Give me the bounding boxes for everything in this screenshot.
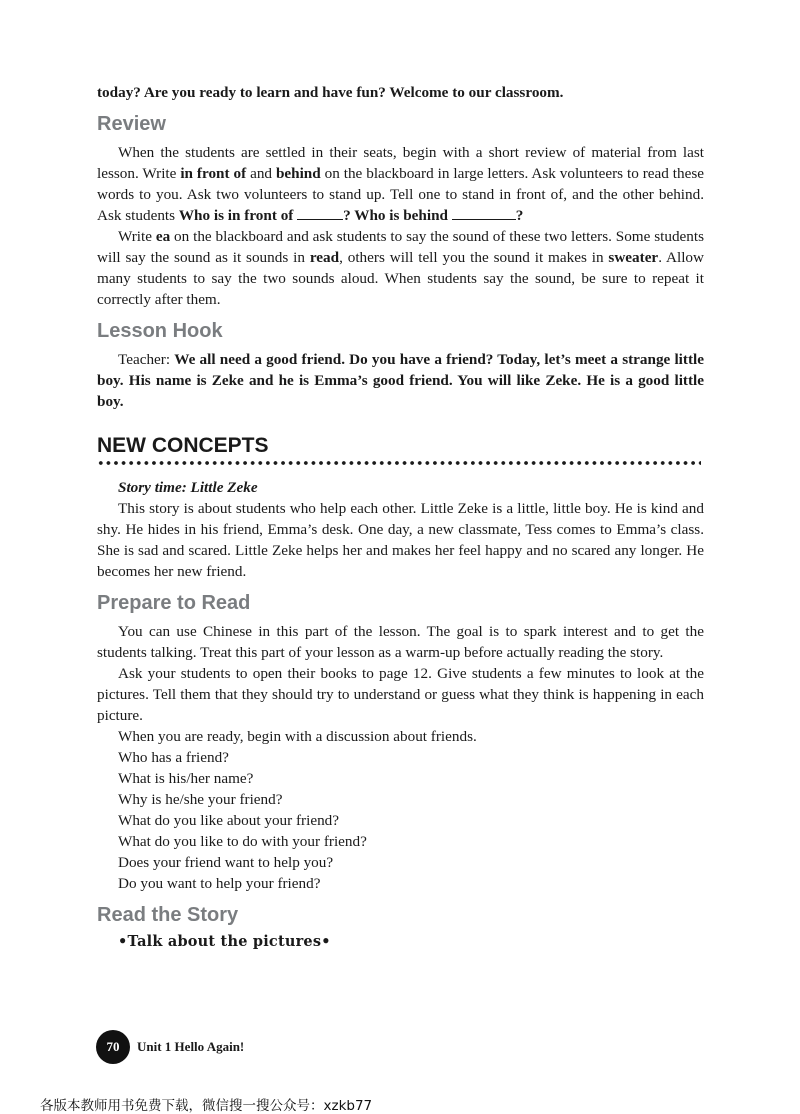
bold-phrase: in front of [180, 165, 247, 182]
intro-text: today? Are you ready to learn and have fun? Welcome to our classroom. [97, 84, 564, 101]
bold-phrase: We all need a good friend. Do you have a friend? Today, let’s meet a strange little boy. His name is Zeke and he is Emma’s good friend. You will like Zeke. He is a good little boy. [97, 351, 704, 410]
text-run: Teacher: [118, 351, 175, 368]
text-run: and [246, 165, 276, 182]
prepare-paragraph-1: You can use Chinese in this part of the lesson. The goal is to spark interest and to get the students talking. Treat this part of your lesson as a warm-up before actually reading the story. [97, 623, 704, 661]
prepare-heading: Prepare to Read [97, 592, 251, 614]
talk-about-pictures-bullet: •Talk about the pictures• [118, 933, 331, 950]
page-number: 70 [96, 1030, 130, 1064]
new-concepts-header [97, 434, 704, 465]
page-content [97, 82, 704, 950]
page-footer [96, 1030, 244, 1064]
dotted-divider [97, 461, 701, 465]
read-story-heading: Read the Story [97, 904, 239, 926]
text-run: on the blackboard in large letters. Ask volunteers to read these words to you. Ask two volunteers to stand up. Tell one to stand in front of, and the other behind. Ask students [97, 165, 704, 224]
bold-phrase: behind [275, 165, 321, 182]
text-run: on the blackboard and ask students to say the sound of these two letters. Some students will say the sound as it sounds in [97, 228, 705, 266]
question-item: Why is he/she your friend? [118, 791, 283, 808]
story-title: Story time: Little Zeke [118, 479, 258, 496]
review-paragraph-2 [97, 226, 704, 310]
question-item: When you are ready, begin with a discussion about friends. [118, 728, 477, 745]
watermark-text: 各版本教师用书免费下载，微信搜一搜公众号：xzkb77 [40, 1098, 373, 1114]
bold-phrase: ea [155, 228, 171, 245]
bold-phrase: ? Who is behind [343, 207, 452, 224]
question-item: Who has a friend? [118, 749, 229, 766]
review-heading: Review [97, 113, 166, 135]
question-item: What is his/her name? [118, 770, 254, 787]
text-run: When the students are settled in their seats, begin with a short review of material from last lesson. Write [97, 144, 704, 182]
new-concepts-heading: NEW CONCEPTS [97, 434, 269, 457]
text-run: . Allow many students to say the two sounds aloud. When students say the sound, be sure to repeat it correctly after them. [97, 249, 704, 308]
lesson-hook-heading: Lesson Hook [97, 320, 223, 342]
bold-phrase: ? [515, 207, 524, 224]
prepare-paragraph-2: Ask your students to open their books to page 12. Give students a few minutes to look at the pictures. Tell them that they should try to understand or guess what they think is happening in each picture. [97, 665, 704, 724]
question-item: What do you like about your friend? [118, 812, 339, 829]
text-run: Write [118, 228, 156, 245]
review-paragraph-1 [97, 142, 704, 226]
question-item: Do you want to help your friend? [118, 875, 321, 892]
text-run: , others will tell you the sound it makes in [339, 249, 609, 266]
lesson-hook-paragraph [97, 349, 704, 412]
story-summary: This story is about students who help each other. Little Zeke is a little, little boy. He is kind and shy. He hides in his friend, Emma’s desk. One day, a new classmate, Tess comes to Emma’s class. She is sad and scared. Little Zeke helps her and makes her feel happy and no scared any longer. He becomes her new friend. [97, 500, 704, 580]
discussion-questions [97, 726, 704, 894]
bold-phrase: read [309, 249, 340, 266]
bold-phrase: sweater [608, 249, 659, 266]
question-item: What do you like to do with your friend? [118, 833, 367, 850]
unit-label: Unit 1 Hello Again! [137, 1039, 245, 1054]
question-item: Does your friend want to help you? [118, 854, 334, 871]
fill-in-blank [297, 205, 343, 220]
fill-in-blank [452, 205, 516, 220]
bold-phrase: Who is in front of [178, 207, 298, 224]
